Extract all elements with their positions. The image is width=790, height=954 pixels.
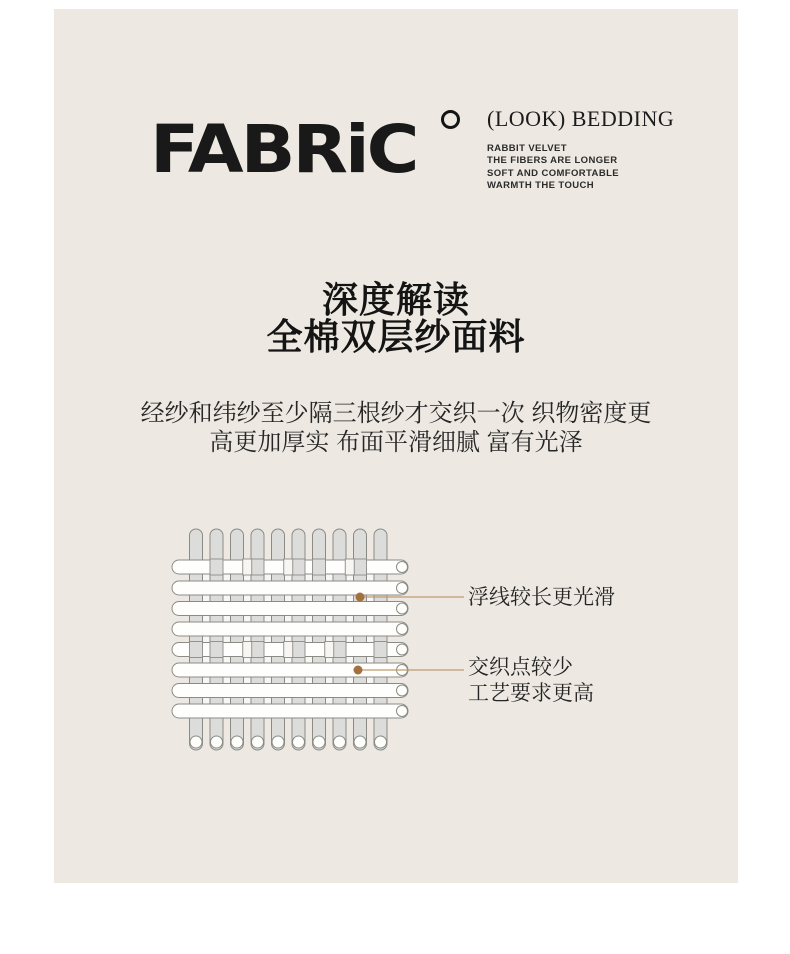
weave-diagram-svg bbox=[160, 515, 470, 775]
description bbox=[54, 399, 738, 457]
callout-label-float: 浮线较长更光滑 bbox=[468, 586, 615, 609]
callout-label-interlace: 交织点较少 工艺要求更高 bbox=[468, 656, 594, 705]
heading-line-2: 全棉双层纱面料 bbox=[266, 316, 526, 357]
weave-diagram bbox=[160, 515, 470, 775]
tagline-line: SOFT AND COMFORTABLE bbox=[487, 167, 620, 179]
fabric-logo: FABRiC bbox=[150, 110, 417, 188]
brand-tagline bbox=[487, 143, 619, 193]
tagline-line: THE FIBERS ARE LONGER bbox=[487, 155, 618, 167]
tagline-line: RABBIT VELVET bbox=[487, 143, 567, 154]
description-line-2: 高更加厚实 布面平滑细腻 富有光泽 bbox=[209, 429, 583, 456]
tagline-line: WARMTH THE TOUCH bbox=[487, 180, 595, 192]
heading-line-1: 深度解读 bbox=[321, 279, 470, 320]
ring-icon bbox=[441, 110, 460, 129]
page-title bbox=[54, 281, 738, 355]
description-line-1: 经纱和纬纱至少隔三根纱才交织一次 织物密度更 bbox=[140, 400, 652, 427]
brand-name: (LOOK) BEDDING bbox=[487, 106, 675, 131]
